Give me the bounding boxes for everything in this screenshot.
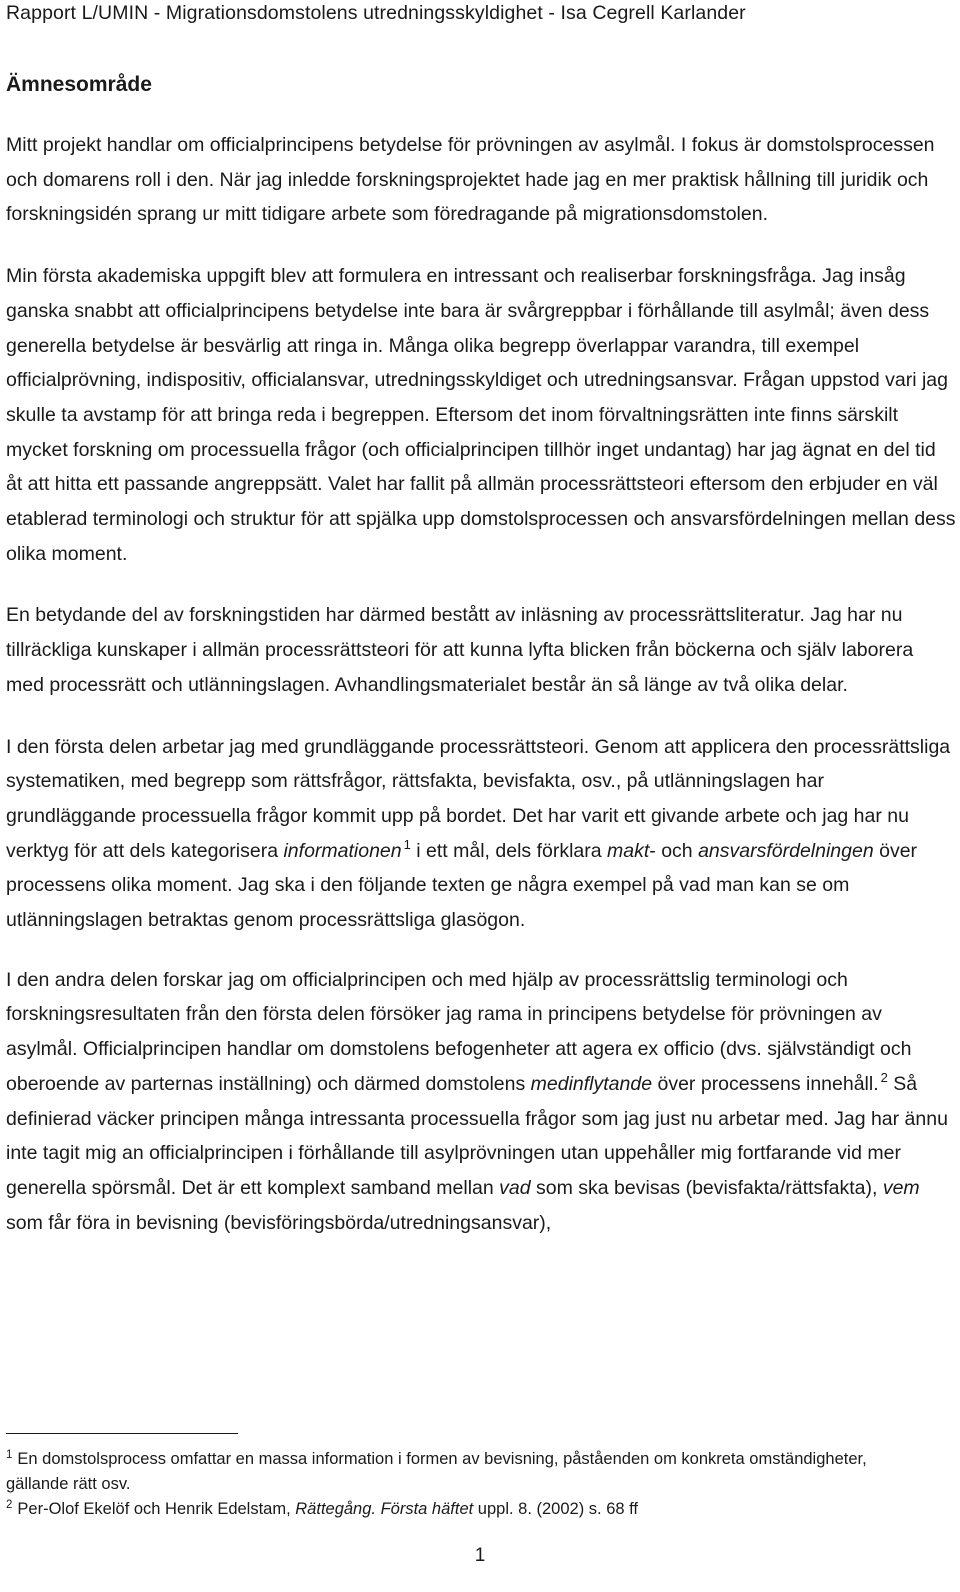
footnote-2-number: 2 xyxy=(6,1498,13,1511)
body-text xyxy=(6,128,956,1240)
footnote-ref-1[interactable]: 1 xyxy=(403,837,411,853)
footnote-ref-2[interactable]: 2 xyxy=(880,1070,888,1086)
footnotes xyxy=(6,1447,926,1522)
paragraph-1: Mitt projekt handlar om officialprincipens betydelse för prövningen av asylmål. I fokus är domstolsprocessen och domarens roll i den. När jag inledde forskningsprojektet hade jag en mer praktisk hållning till juridik och forskningsidén sprang ur mitt tidigare arbete som föredragande på migrationsdomstolen. xyxy=(6,134,935,226)
paragraph-4 xyxy=(6,730,956,938)
emphasis-medinflytande: medinflytande xyxy=(530,1072,653,1095)
footnote-2-text-b: uppl. 8. (2002) s. 68 ff xyxy=(473,1500,639,1518)
paragraph-2: Min första akademiska uppgift blev att formulera en intressant och realiserbar forskningsfråga. Jag insåg ganska snabbt att officialprincipens betydelse inte bara är svårgreppbar i förhållande till asylmål; även dess generella betydelse är besvärlig att ringa in. Många olika begrepp överlappar varandra, till exempel officialprövning, indispositiv, officialansvar, utredningsskyldiget och utredningsansvar. Frågan uppstod vari jag skulle ta avstamp för att bringa reda i begreppen. Eftersom det inom förvaltningsrätten inte finns särskilt mycket forskning om processuella frågor (och officialprincipen tillhör inget undantag) har jag ägnat en del tid åt att hitta ett passande angreppsätt. Valet har fallit på allmän processrättsteori eftersom den erbjuder en väl etablerad terminologi och struktur för att spjälka upp domstolsprocessen och ansvarsfördelningen mellan dess olika moment. xyxy=(6,265,956,565)
paragraph-5-text-b: över processens innehåll. xyxy=(652,1072,879,1095)
emphasis-makt: makt xyxy=(607,839,650,862)
footnote-divider xyxy=(6,1433,238,1434)
page-number: 1 xyxy=(474,1545,486,1566)
paragraph-5-text-d: som ska bevisas (bevisfakta/rättsfakta), xyxy=(530,1176,883,1199)
paragraph-5-text-c: Så definierad väcker principen många intressanta processuella frågor som jag just nu arbetar med. Jag har ännu inte tagit mig an officialprincipen i förhållande till asylprövningen utan uppehåller mig fortfarande vid mer generella spörsmål. Det är ett komplext samband mellan xyxy=(6,1072,948,1199)
paragraph-4-text-c: - och xyxy=(649,839,699,862)
emphasis-ansvarsfordelningen: ansvarsfördelningen xyxy=(698,839,874,862)
emphasis-vem: vem xyxy=(882,1176,920,1199)
paragraph-5-text-e: som får föra in bevisning (bevisföringsbörda/utredningsansvar), xyxy=(6,1211,552,1234)
section-heading: Ämnesområde xyxy=(6,73,152,96)
emphasis-informationen: informationen xyxy=(283,839,402,862)
paragraph-5 xyxy=(6,963,956,1241)
paragraph-4-text-a: I den första delen arbetar jag med grundläggande processrättsteori. Genom att applicera den processrättsliga systematiken, med begrepp som rättsfrågor, rättsfakta, bevisfakta, osv., på utlänningslagen har grundläggande processuella frågor kommit upp på bordet. Det har varit ett givande arbete och jag har nu verktyg för att dels kategorisera xyxy=(6,735,951,862)
footnote-2-text-a: Per-Olof Ekelöf och Henrik Edelstam, xyxy=(17,1500,296,1518)
paragraph-5-text-a: I den andra delen forskar jag om officialprincipen och med hjälp av processrättslig terminologi och forskningsresultaten från den första delen försöker jag rama in principens betydelse för prövningen av asylmål. Officialprincipen handlar om domstolens befogenheter att agera ex officio (dvs. självständigt och oberoende av parternas inställning) och därmed domstolens xyxy=(6,968,912,1095)
footnote-2-book-title: Rättegång. Första häftet xyxy=(295,1500,474,1518)
footnote-1-number: 1 xyxy=(6,1448,13,1461)
footnote-1 xyxy=(6,1447,926,1497)
paragraph-4-text-d: över processens olika moment. Jag ska i den följande texten ge några exempel på vad man kan se om utlänningslagen betraktas genom processrättsliga glasögon. xyxy=(6,839,918,932)
footnote-2 xyxy=(6,1497,926,1522)
paragraph-3: En betydande del av forskningstiden har därmed bestått av inläsning av processrättsliteratur. Jag har nu tillräckliga kunskaper i allmän processrättsteori för att kunna lyfta blicken från böckerna och själv laborera med processrätt och utlänningslagen. Avhandlingsmaterialet består än så länge av två olika delar. xyxy=(6,604,914,696)
footnote-1-text: En domstolsprocess omfattar en massa information i formen av bevisning, påståenden om konkreta omständigheter, gällande rätt osv. xyxy=(6,1450,867,1493)
running-header: Rapport L/UMIN - Migrationsdomstolens utredningsskyldighet - Isa Cegrell Karlander xyxy=(6,2,746,24)
emphasis-vad: vad xyxy=(499,1176,531,1199)
paragraph-4-text-b: i ett mål, dels förklara xyxy=(410,839,608,862)
